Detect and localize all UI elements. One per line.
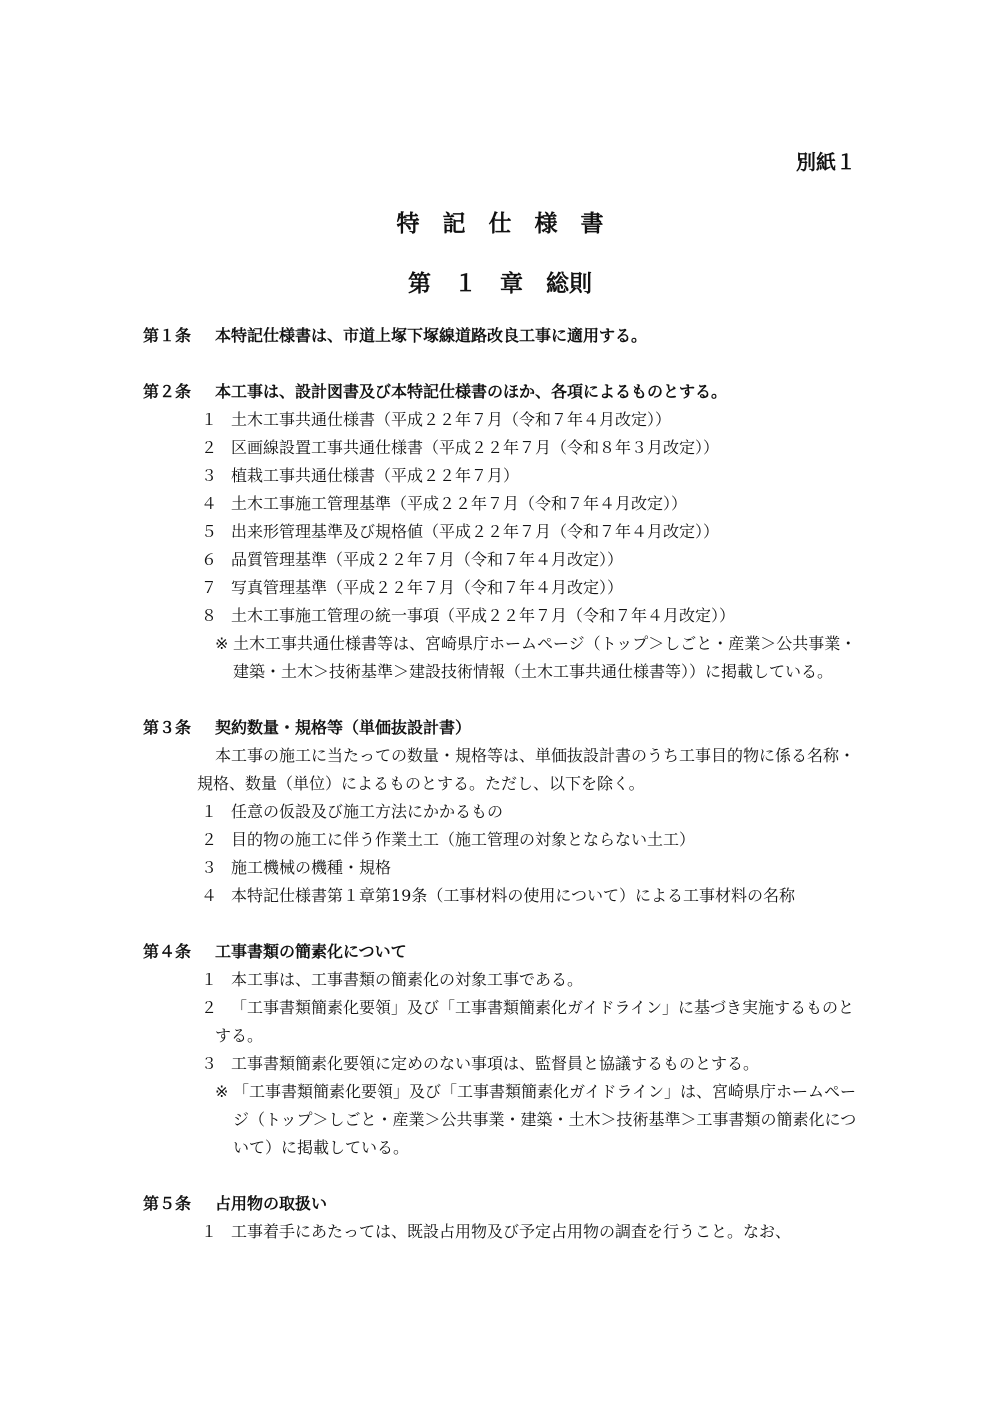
list-item: ４ 土木工事施工管理基準（平成２２年７月（令和７年４月改定）） — [201, 494, 688, 513]
article-5-heading — [143, 1190, 863, 1218]
note-text: 土木工事共通仕様書等は、宮崎県庁ホームページ（トップ＞しごと・産業＞公共事業・建築・土木＞技術基準＞建設技術情報（土木工事共通仕様書等））に掲載している。 — [233, 634, 857, 681]
article-number: 第３条 — [143, 718, 192, 737]
list-item: １ 任意の仮設及び施工方法にかかるもの — [201, 802, 504, 821]
article-2-heading — [143, 378, 863, 406]
list-item: ３ 植栽工事共通仕様書（平成２２年７月） — [201, 466, 520, 485]
list-item: ２ 目的物の施工に伴う作業土工（施工管理の対象とならない土工） — [201, 830, 696, 849]
list-item: ６ 品質管理基準（平成２２年７月（令和７年４月改定）） — [201, 550, 624, 569]
article-2-note — [143, 630, 863, 686]
article-number: 第１条 — [143, 326, 192, 345]
article-3-heading — [143, 714, 863, 742]
note-mark: ※ — [215, 634, 229, 653]
document-title: 特 記 仕 様 書 — [396, 211, 604, 237]
note-mark: ※ — [215, 1082, 229, 1101]
document-body — [143, 322, 863, 1246]
list-item: １ 土木工事共通仕様書（平成２２年７月（令和７年４月改定）） — [201, 410, 672, 429]
list-item: １ 本工事は、工事書類の簡素化の対象工事である。 — [201, 970, 584, 989]
article-number: 第５条 — [143, 1194, 192, 1213]
article-number: 第２条 — [143, 382, 192, 401]
article-title: 本特記仕様書は、市道上塚下塚線道路改良工事に適用する。 — [215, 326, 648, 345]
article-title: 占用物の取扱い — [215, 1194, 328, 1213]
list-item: ５ 出来形管理基準及び規格値（平成２２年７月（令和７年４月改定）） — [201, 522, 720, 541]
note-text: 「工事書類簡素化要領」及び「工事書類簡素化ガイドライン」は、宮崎県庁ホームページ（トップ＞しごと・産業＞公共事業・建築・土木＞技術基準＞工事書類の簡素化について）に掲載している。 — [233, 1082, 857, 1157]
list-item: ７ 写真管理基準（平成２２年７月（令和７年４月改定）） — [201, 578, 624, 597]
annex-label: 別紙１ — [796, 150, 856, 174]
list-item: ４ 本特記仕様書第１章第19条（工事材料の使用について）による工事材料の名称 — [201, 886, 796, 905]
list-item: ３ 施工機械の機種・規格 — [201, 858, 392, 877]
article-1-heading — [143, 322, 863, 350]
list-item: １ 工事着手にあたっては、既設占用物及び予定占用物の調査を行うこと。なお、 — [201, 1222, 792, 1241]
article-title: 契約数量・規格等（単価抜設計書） — [215, 718, 472, 737]
article-number: 第４条 — [143, 942, 192, 961]
article-4-heading — [143, 938, 863, 966]
list-item: ２ 「工事書類簡素化要領」及び「工事書類簡素化ガイドライン」に基づき実施するものとする。 — [201, 998, 855, 1045]
chapter-heading: 第 １ 章 総則 — [408, 271, 592, 297]
list-item: ３ 工事書類簡素化要領に定めのない事項は、監督員と協議するものとする。 — [201, 1054, 760, 1073]
article-4-note — [143, 1078, 863, 1162]
list-item: ８ 土木工事施工管理の統一事項（平成２２年７月（令和７年４月改定）） — [201, 606, 736, 625]
article-3-paragraph: 本工事の施工に当たっての数量・規格等は、単価抜設計書のうち工事目的物に係る名称・規格、数量（単位）によるものとする。ただし、以下を除く。 — [197, 746, 856, 793]
list-item: ２ 区画線設置工事共通仕様書（平成２２年７月（令和８年３月改定）） — [201, 438, 720, 457]
article-title: 本工事は、設計図書及び本特記仕様書のほか、各項によるものとする。 — [215, 382, 728, 401]
article-title: 工事書類の簡素化について — [215, 942, 407, 961]
